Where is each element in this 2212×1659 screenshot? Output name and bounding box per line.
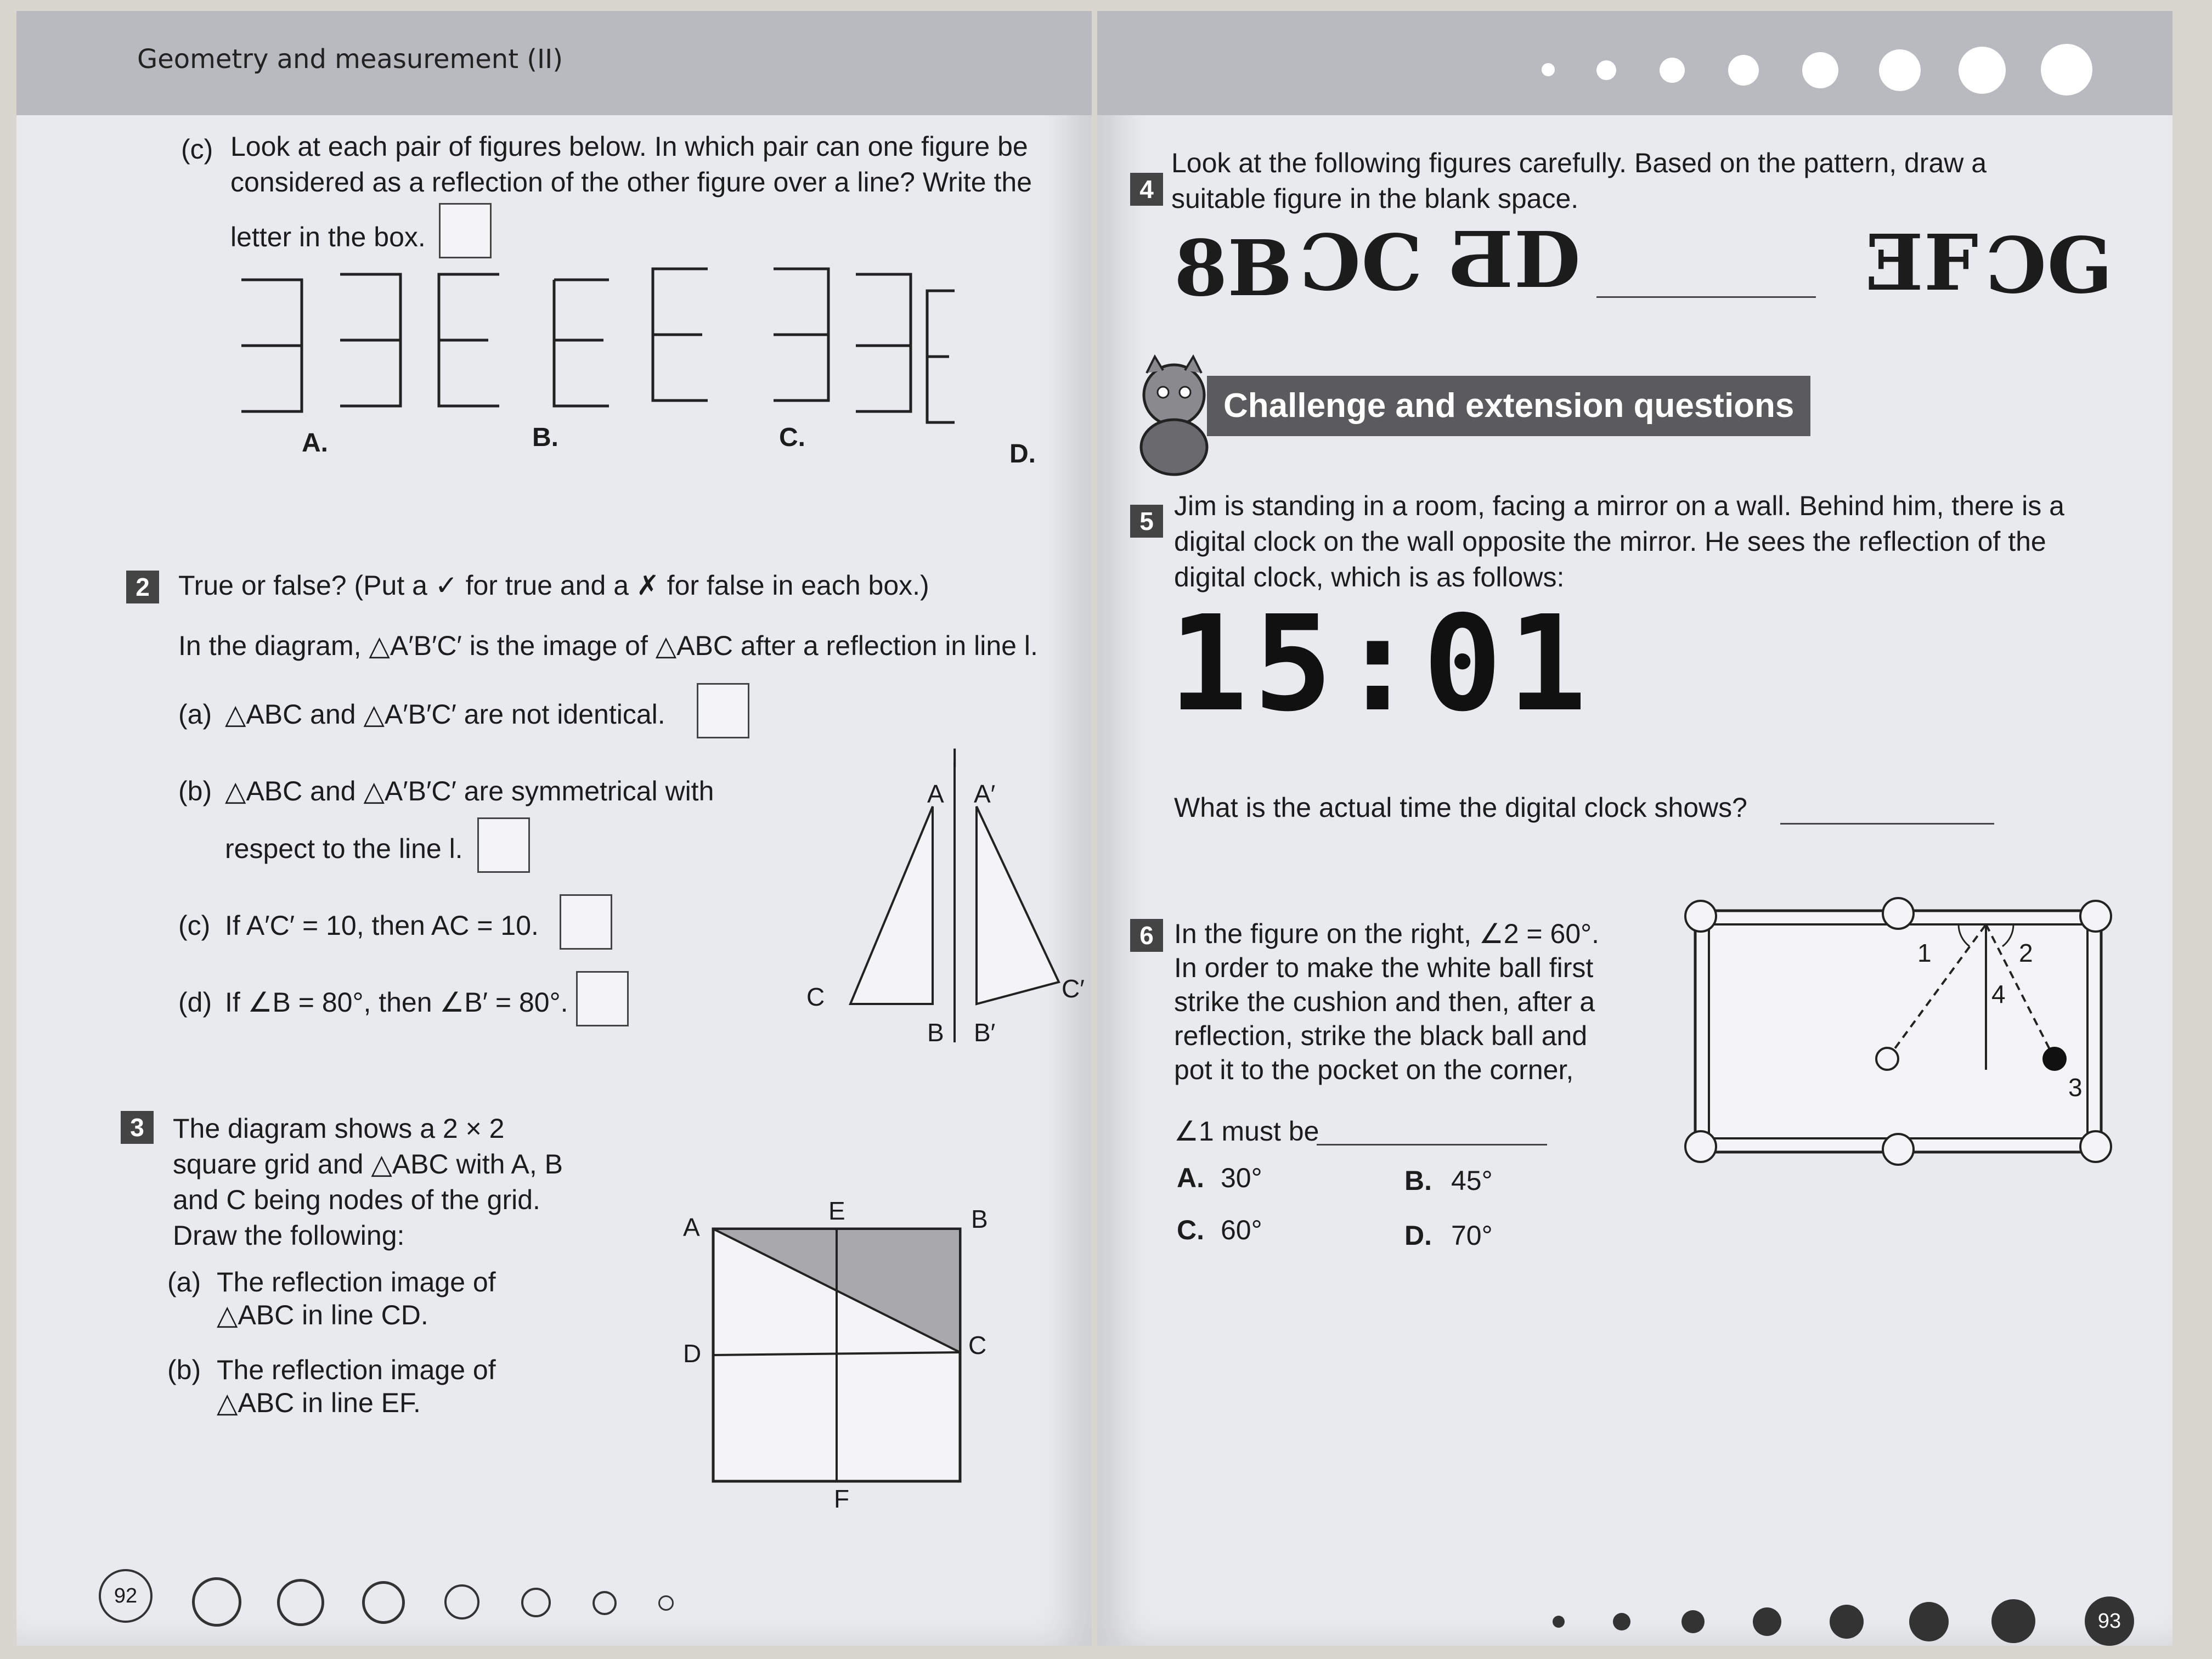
page-number-right: 93 [2085,1596,2134,1646]
q2-label-c-prime: C′ [1062,974,1085,1003]
q2-prompt: True or false? (Put a ✓ for true and a ✗ for false in each box.) [178,570,929,601]
q2-label-b: B [927,1018,944,1047]
q6-line1: In the figure on the right, ∠2 = 60°. [1174,918,1600,949]
q4-blank-space[interactable] [1596,296,1816,298]
q3-label-e: E [828,1197,845,1225]
footer-dot [1613,1613,1630,1630]
q2a-text: △ABC and △A′B′C′ are not identical. [225,699,665,730]
q4-figure-4: ƎF [1865,218,1979,308]
q2b-label: (b) [178,776,212,806]
q1c-option-d: D. [1009,439,1036,469]
q3-line3: and C being nodes of the grid. [173,1184,540,1215]
q1c-option-c: C. [779,423,805,452]
q5-line1: Jim is standing in a room, facing a mirror on a wall. Behind him, there is a [1174,490,2064,521]
q6-angle-1-label: 1 [1917,939,1932,967]
footer-dot [1991,1599,2035,1643]
q6-angle-3-label: 3 [2068,1073,2083,1102]
q1c-line1: Look at each pair of figures below. In which pair can one figure be [230,131,1028,162]
header-dot [1596,60,1616,80]
q1c-line2: considered as a reflection of the other figure over a line? Write the [230,167,1032,198]
q6-billiard-diagram [1679,894,2129,1180]
footer-circle [592,1591,617,1615]
q6-number: 6 [1130,919,1163,952]
header-dot [1879,49,1921,91]
q3-label-f: F [834,1485,850,1513]
header-dot [1959,47,2006,94]
q3-line4: Draw the following: [173,1220,405,1251]
q3-number: 3 [121,1111,154,1144]
q3b-line2: △ABC in line EF. [217,1387,421,1418]
q5-question: What is the actual time the digital clock shows? [1174,792,1747,823]
q2d-label: (d) [178,987,212,1018]
footer-circle [521,1588,551,1617]
q2-label-l: l [952,744,958,772]
footer-circle [192,1577,241,1627]
header-dot [1728,55,1759,86]
q6-option-b-letter: B. [1404,1165,1432,1196]
q4-line2: suitable figure in the blank space. [1171,183,1579,214]
q2-label-a-prime: A′ [974,780,996,808]
q3-grid-diagram [702,1218,988,1492]
q6-option-b-value[interactable]: 45° [1451,1165,1493,1196]
footer-dot [1553,1616,1565,1628]
q6-option-d-value[interactable]: 70° [1451,1220,1493,1251]
q1c-label: (c) [181,134,213,165]
q5-clock-display: 15:01 [1169,587,1593,741]
q5-line2: digital clock on the wall opposite the mirror. He sees the reflection of the [1174,526,2046,557]
q2-label-b-prime: B′ [974,1018,996,1047]
q6-angle-2-label: 2 [2019,939,2033,967]
left-page [16,11,1092,1646]
q3a-line1: The reflection image of [217,1267,496,1297]
header-dot [1802,52,1838,88]
q3-label-c: C [968,1331,987,1359]
q6-line6: ∠1 must be [1174,1116,1319,1147]
footer-circle [362,1581,405,1624]
q4-figure-5: ƆG [1986,221,2113,311]
q5-number: 5 [1130,505,1163,538]
footer-dot [1830,1605,1864,1639]
q4-figure-2: ƆC [1300,218,1423,308]
q6-angle-4-label: 4 [1991,980,2006,1008]
q6-answer-line[interactable] [1317,1144,1547,1146]
q4-line1: Look at the following figures carefully. Based on the pattern, draw a [1171,148,1987,178]
q3-label-a: A [683,1213,700,1242]
q5-answer-line[interactable] [1780,823,1994,825]
header-dot [1660,58,1685,83]
header-dot [2041,44,2092,95]
q4-figure-1: 8B [1174,224,1293,314]
q1c-option-b: B. [532,423,558,452]
page-number-left: 92 [99,1569,153,1623]
q2d-answer-box[interactable] [576,971,629,1026]
right-page [1097,11,2172,1646]
footer-circle [658,1595,674,1611]
q6-option-a-value[interactable]: 30° [1221,1163,1262,1193]
q4-figure-3: ƋD [1448,216,1581,306]
q1c-figures [225,258,1092,433]
q3a-line2: △ABC in line CD. [217,1300,428,1330]
q2c-answer-box[interactable] [560,894,612,950]
q6-option-d-letter: D. [1404,1220,1432,1251]
q2-label-a: A [927,780,944,808]
challenge-title: Challenge and extension questions [1207,376,1810,436]
q5-line3: digital clock, which is as follows: [1174,562,1565,592]
q2-number: 2 [126,571,159,603]
q2-label-c: C [806,983,825,1011]
q3b-label: (b) [167,1355,201,1385]
footer-dot [1753,1607,1781,1636]
q6-option-c-letter: C. [1177,1215,1204,1245]
q3-label-b: B [971,1205,988,1233]
footer-dot [1681,1610,1705,1633]
q2b-answer-box[interactable] [477,817,530,873]
header-band [1097,11,2172,115]
q2-reflection-diagram [806,746,1092,1053]
q6-line2: In order to make the white ball first [1174,952,1594,983]
q6-option-a-letter: A. [1177,1163,1204,1193]
q3-line1: The diagram shows a 2 × 2 [173,1113,505,1144]
footer-circle [444,1584,479,1620]
q6-option-c-value[interactable]: 60° [1221,1215,1262,1245]
q2a-label: (a) [178,699,212,730]
q2c-label: (c) [178,910,211,941]
q3a-label: (a) [167,1267,201,1297]
q3-line2: square grid and △ABC with A, B [173,1149,563,1180]
footer-circle [277,1579,324,1626]
q2b-text1: △ABC and △A′B′C′ are symmetrical with [225,776,714,806]
q6-line4: reflection, strike the black ball and [1174,1020,1588,1051]
q2-intro: In the diagram, △A′B′C′ is the image of △ABC after a reflection in line l. [178,630,1038,661]
q2d-text: If ∠B = 80°, then ∠B′ = 80°. [225,987,568,1018]
q3b-line1: The reflection image of [217,1355,496,1385]
q3-label-d: D [683,1339,702,1368]
q4-number: 4 [1130,173,1163,206]
q2c-text: If A′C′ = 10, then AC = 10. [225,910,539,941]
footer-dot [1909,1602,1949,1641]
q2a-answer-box[interactable] [697,683,749,738]
q2b-text2: respect to the line l. [225,833,463,864]
q1c-answer-box[interactable] [439,203,492,258]
q6-line3: strike the cushion and then, after a [1174,986,1595,1017]
q6-line5: pot it to the pocket on the corner, [1174,1054,1574,1085]
q1c-line3: letter in the box. [230,222,426,252]
q1c-option-a: A. [302,428,328,458]
header-title: Geometry and measurement (II) [137,44,563,75]
header-dot [1542,63,1555,76]
